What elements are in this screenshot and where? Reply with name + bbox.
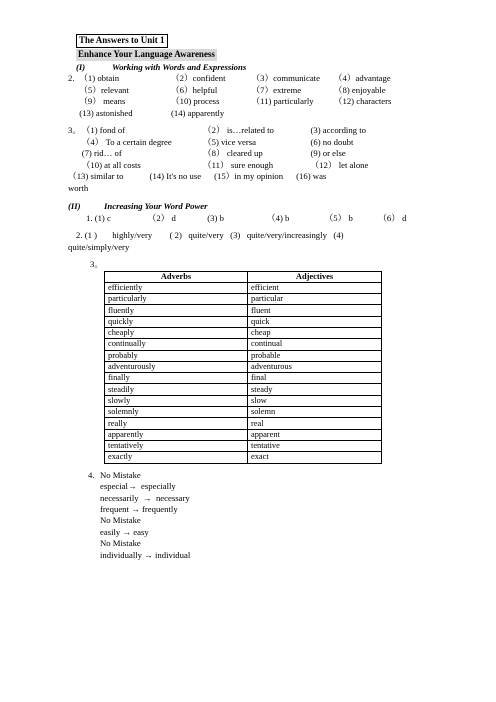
answer-item: （5） b bbox=[324, 212, 353, 223]
adverb-cell: slowly bbox=[105, 395, 248, 406]
section-title: Working with Words and Expressions bbox=[112, 61, 247, 72]
section-number: (II) bbox=[68, 201, 81, 212]
adjective-cell: steady bbox=[248, 384, 382, 395]
section-heading-1 bbox=[76, 62, 418, 73]
adjective-cell: apparent bbox=[248, 429, 382, 440]
answer-item: （3）communicate bbox=[251, 73, 320, 84]
adverb-cell: really bbox=[105, 418, 248, 429]
adjective-cell: particular bbox=[248, 294, 382, 305]
answer-row bbox=[68, 73, 418, 84]
table-row bbox=[105, 305, 382, 316]
adjective-cell: exact bbox=[248, 452, 382, 463]
answer-item: (7) rid… of bbox=[81, 148, 122, 159]
exercise-label: 3。 bbox=[68, 125, 82, 136]
answer-row bbox=[68, 85, 418, 96]
table-row bbox=[105, 418, 382, 429]
exercise-label bbox=[68, 85, 79, 96]
adverb-cell: continually bbox=[105, 339, 248, 350]
answer-item: （11） sure enough bbox=[202, 159, 274, 170]
answer-item: （4) b bbox=[266, 212, 290, 223]
table-row bbox=[105, 452, 382, 463]
answer-item: （10) process bbox=[170, 96, 220, 107]
adverb-cell: solemnly bbox=[105, 407, 248, 418]
adverb-cell: apparently bbox=[105, 429, 248, 440]
answer-item: (3) b bbox=[207, 212, 224, 223]
section-subtitle: Enhance Your Language Awareness bbox=[78, 48, 215, 59]
table-row bbox=[105, 282, 382, 293]
exercise-2 bbox=[68, 73, 418, 119]
answer-item: （12) characters bbox=[333, 96, 392, 107]
table-row bbox=[105, 373, 382, 384]
document-title: The Answers to Unit 1 bbox=[76, 34, 168, 48]
section-heading-2 bbox=[68, 201, 418, 212]
table-row bbox=[105, 407, 382, 418]
adverb-cell: fluently bbox=[105, 305, 248, 316]
answer-item: （2） is…related to bbox=[202, 125, 274, 136]
answer-item: （6）helpful bbox=[170, 84, 218, 95]
answer-row bbox=[68, 160, 418, 171]
table-row bbox=[105, 294, 382, 305]
adverb-cell: tentatively bbox=[105, 440, 248, 451]
exercise-3-last-line-cont: worth bbox=[68, 182, 89, 193]
exercise-4-first: No Mistake bbox=[100, 469, 141, 480]
table-row bbox=[105, 361, 382, 372]
answer-item bbox=[334, 108, 418, 119]
section-title: Increasing Your Word Power bbox=[104, 201, 208, 212]
adjective-cell: cheap bbox=[248, 327, 382, 338]
answer-item: （2） d bbox=[147, 212, 176, 223]
adjective-cell: solemn bbox=[248, 407, 382, 418]
answer-item: (6) no doubt bbox=[310, 136, 354, 147]
table-row bbox=[105, 339, 382, 350]
adverb-cell: adventurously bbox=[105, 361, 248, 372]
exercise-label bbox=[68, 108, 79, 119]
answer-item: （1) obtain bbox=[79, 73, 120, 84]
answer-item: （4） To a certain degree bbox=[81, 136, 172, 147]
answer-row bbox=[68, 148, 418, 159]
adverb-cell: quickly bbox=[105, 316, 248, 327]
answer-item: （5) vice versa bbox=[202, 136, 256, 147]
adjective-cell: quick bbox=[248, 316, 382, 327]
table-row bbox=[105, 384, 382, 395]
answer-document bbox=[68, 34, 418, 561]
power-exercise-4 bbox=[76, 470, 418, 481]
exercise-3 bbox=[68, 125, 418, 171]
answer-item: （12） let alone bbox=[310, 159, 369, 170]
adverbs-header: Adverbs bbox=[105, 271, 248, 282]
power-exercise-3-label: 3。 bbox=[90, 259, 104, 270]
exercise-label: 2. bbox=[68, 73, 75, 84]
answer-item: （2）confident bbox=[170, 73, 226, 84]
adverb-adjective-table bbox=[104, 271, 382, 464]
exercise-4-lines bbox=[76, 481, 418, 561]
power-exercise-2-line: 2. (1 ) highly/very ( 2) quite/very (3) quite/very/increasingly (4) bbox=[76, 230, 344, 241]
answer-item: （4）advantage bbox=[333, 73, 391, 84]
adjective-cell: adventurous bbox=[248, 361, 382, 372]
answer-item: （9） means bbox=[79, 96, 126, 107]
answer-row bbox=[68, 108, 418, 119]
answer-item: 1. (1) c bbox=[86, 212, 111, 223]
answer-row bbox=[68, 137, 418, 148]
answer-item: (3) according to bbox=[310, 125, 366, 136]
adjective-cell: final bbox=[248, 373, 382, 384]
answer-item: （1) fond of bbox=[81, 125, 126, 136]
answer-item: （8） cleared up bbox=[202, 148, 263, 159]
table-row bbox=[105, 395, 382, 406]
table-row bbox=[105, 440, 382, 451]
answer-item: (14) apparently bbox=[170, 107, 225, 118]
answer-item: （8) enjoyable bbox=[333, 84, 386, 95]
table-row bbox=[105, 316, 382, 327]
answer-item: （6） d bbox=[378, 212, 407, 223]
answer-row bbox=[68, 125, 418, 136]
adjective-cell: real bbox=[248, 418, 382, 429]
exercise-label bbox=[68, 148, 82, 159]
exercise-3-last-line: （13) similar to (14) It's no use (15）in my opinion (16) was bbox=[68, 171, 327, 182]
table-row bbox=[105, 350, 382, 361]
answer-item: （7）extreme bbox=[251, 84, 302, 95]
section-number: (I) bbox=[76, 61, 86, 72]
adverb-cell: cheaply bbox=[105, 327, 248, 338]
answer-item: （11) particularly bbox=[251, 96, 314, 107]
power-exercise-1 bbox=[76, 213, 418, 224]
correction-line: individually → individual bbox=[100, 549, 191, 560]
answer-item: （10) at all costs bbox=[81, 159, 141, 170]
exercise-label bbox=[68, 137, 82, 148]
adverb-cell: probably bbox=[105, 350, 248, 361]
answer-item bbox=[251, 108, 333, 119]
adverb-cell: particularly bbox=[105, 294, 248, 305]
answer-row bbox=[68, 96, 418, 107]
correction-line: frequent → frequently bbox=[100, 504, 178, 514]
answer-item: (9) or else bbox=[310, 148, 346, 159]
table-row bbox=[105, 327, 382, 338]
answer-item: （5）relevant bbox=[79, 84, 129, 95]
exercise-label bbox=[68, 160, 82, 171]
exercise-label bbox=[68, 96, 79, 107]
adjective-cell: probable bbox=[248, 350, 382, 361]
correction-line: No Mistake bbox=[100, 538, 141, 549]
correction-line: No Mistake bbox=[100, 515, 141, 526]
adjective-cell: fluent bbox=[248, 305, 382, 316]
adverb-cell: efficiently bbox=[105, 282, 248, 293]
adjective-cell: continual bbox=[248, 339, 382, 350]
correction-line: necessarily → necessary bbox=[100, 492, 190, 503]
exercise-4-label: 4. bbox=[88, 469, 95, 480]
adjective-cell: tentative bbox=[248, 440, 382, 451]
adverb-cell: finally bbox=[105, 373, 248, 384]
table-row bbox=[105, 429, 382, 440]
adjectives-header: Adjectives bbox=[248, 271, 382, 282]
answer-item: (13) astonished bbox=[79, 107, 133, 118]
adverb-cell: steadily bbox=[105, 384, 248, 395]
correction-line: easily → easy bbox=[100, 526, 149, 537]
adverb-cell: exactly bbox=[105, 452, 248, 463]
adjective-cell: efficient bbox=[248, 282, 382, 293]
adjective-cell: slow bbox=[248, 395, 382, 406]
correction-line: especial→ especially bbox=[100, 481, 176, 492]
power-exercise-2-line-cont: quite/simply/very bbox=[68, 241, 130, 252]
